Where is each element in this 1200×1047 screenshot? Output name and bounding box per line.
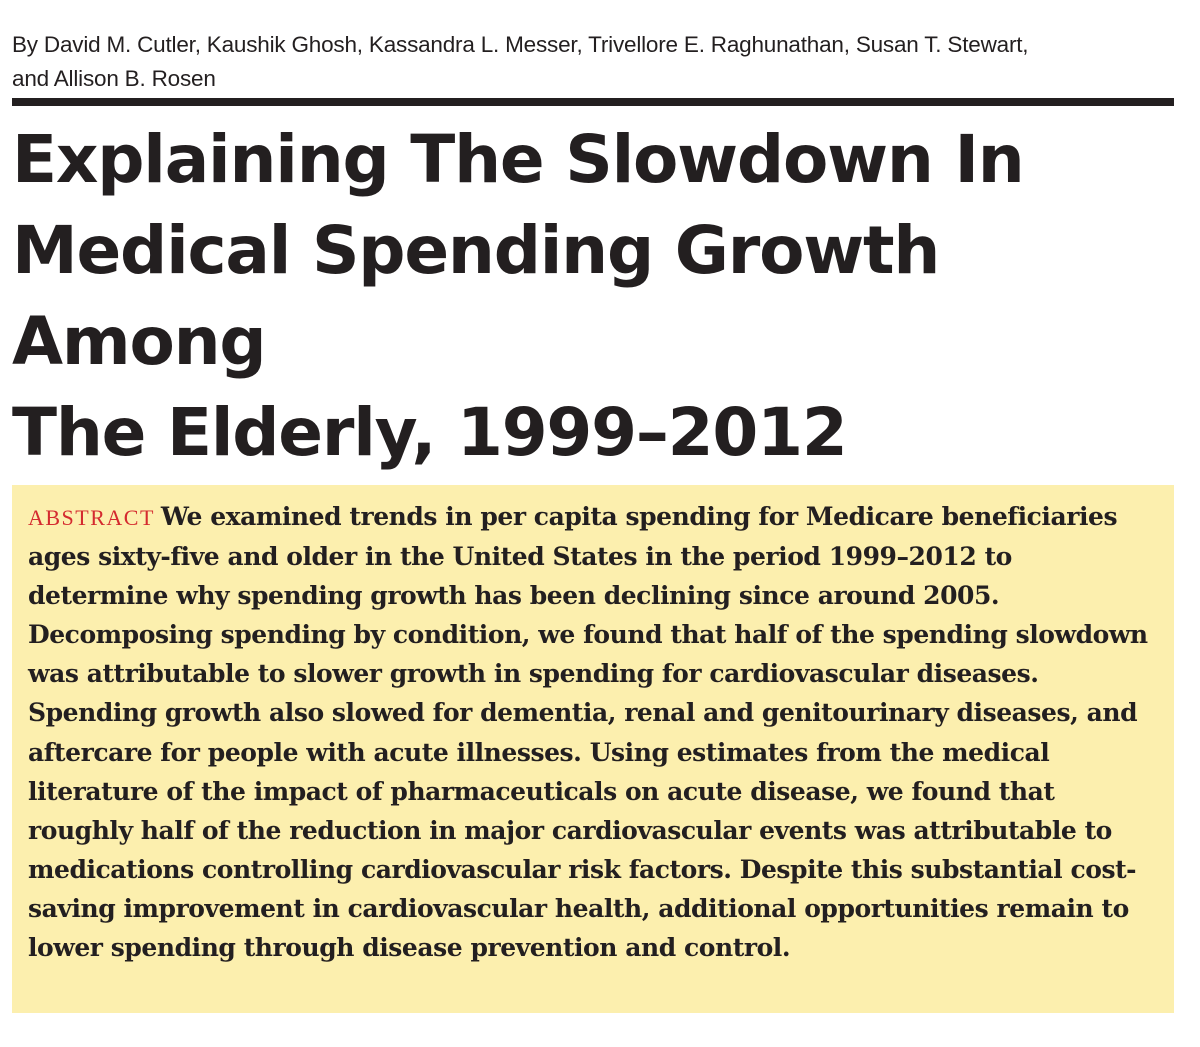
- abstract-body: We examined trends in per capita spending for Medicare beneficiaries ages sixty-five and older in the United States in the period 1999–2012 to determine why spending growth has been declining since around 2005. Decomposing spending by condition, we found that half of the spending slowdown was attributable to slower growth in spending for cardiovascular diseases. Spending growth also slowed for dementia, renal and genitourinary diseases, and aftercare for people with acute illnesses. Using estimates from the medical literature of the impact of pharmaceuticals on acute disease, we found that roughly half of the reduction in major cardiovascular events was attributable to medications controlling cardiovascular risk factors. Despite this substantial cost-saving improvement in cardiovascular health, additional opportunities remain to lower spending through disease prevention and control.: [28, 502, 1148, 963]
- abstract-box: [12, 485, 1174, 1013]
- article-title-line-2: Medical Spending Growth Among: [12, 212, 940, 380]
- abstract-paragraph: [28, 497, 1158, 967]
- author-byline-line-2: and Allison B. Rosen: [12, 66, 216, 91]
- abstract-label: ABSTRACT: [28, 505, 155, 530]
- article-title-line-3: The Elderly, 1999–2012: [12, 394, 847, 471]
- header-rule: [12, 98, 1174, 106]
- article-title-line-1: Explaining The Slowdown In: [12, 121, 1024, 198]
- author-byline: [12, 28, 1182, 96]
- article-title: [12, 114, 1187, 478]
- author-byline-line-1: By David M. Cutler, Kaushik Ghosh, Kassandra L. Messer, Trivellore E. Raghunathan, Susan T. Stewart,: [12, 32, 1029, 57]
